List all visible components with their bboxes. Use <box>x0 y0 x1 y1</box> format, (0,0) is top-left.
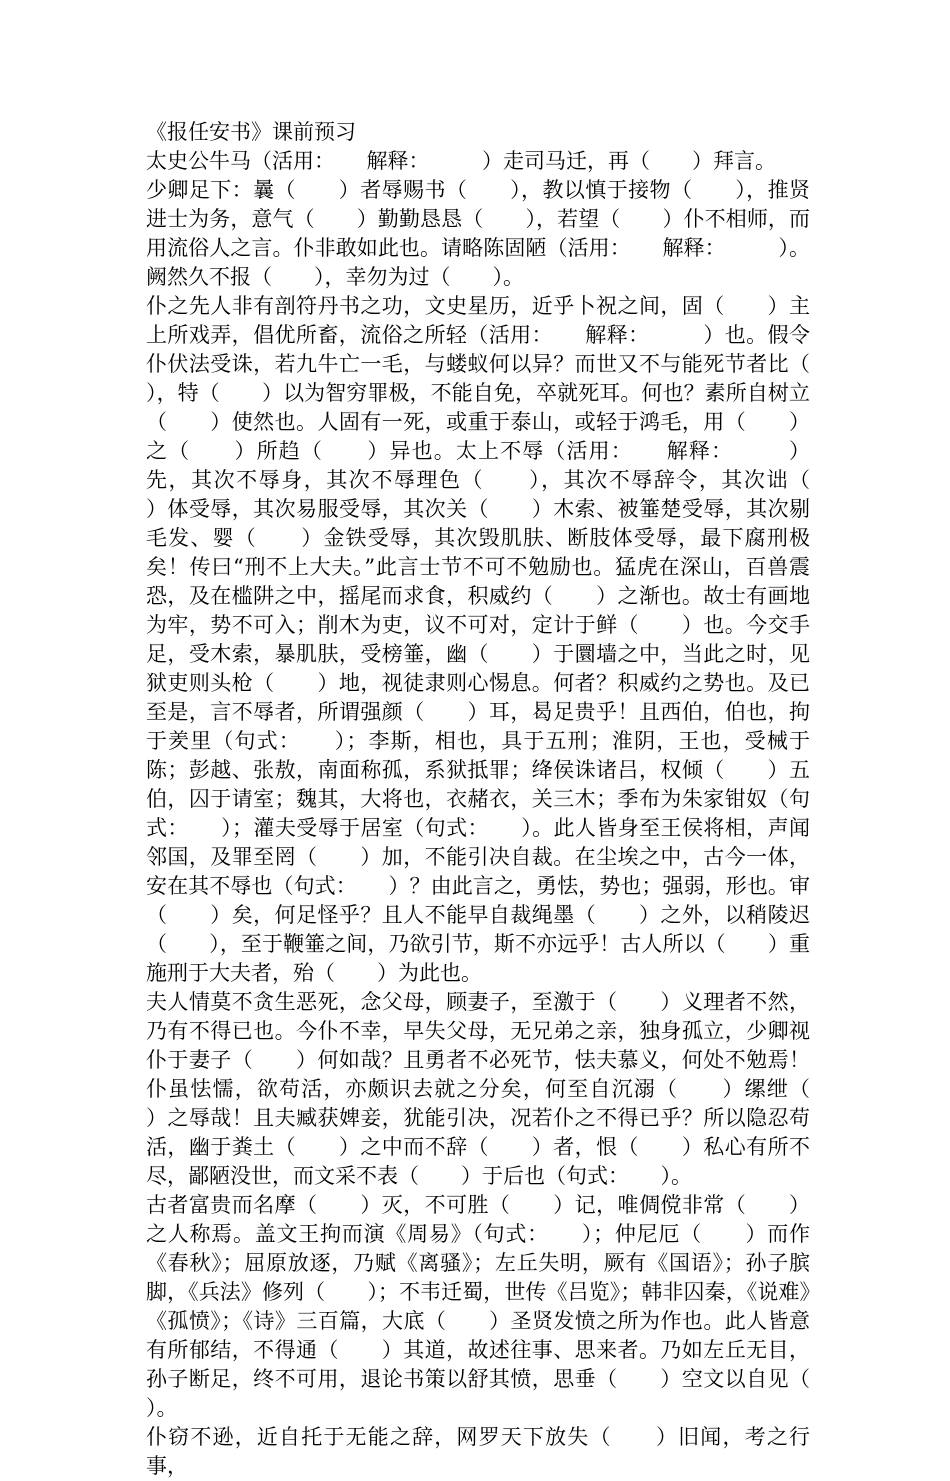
paragraph-2: 少卿足下：曩（ ）者辱赐书（ ），教以慎于接物（ ），推贤进士为务，意气（ ）勤勤恳恳（ ），若望（ ）仆不相师，而用流俗人之言。仆非敢如此也。请略陈固陋（活用： 解释： ）。阙然久不报（ ），幸勿为过（ ）。 <box>146 178 810 289</box>
document-body <box>146 118 852 1481</box>
paragraph-1: 太史公牛马（活用： 解释： ）走司马迁，再（ ）拜言。 <box>146 149 776 173</box>
paragraph-4: 夫人情莫不贪生恶死，念父母，顾妻子，至激于（ ）义理者不然，乃有不得已也。今仆不幸，早失父母，无兄弟之亲，独身孤立，少卿视仆于妻子（ ）何如哉？且勇者不必死节，怯夫慕义，何处不勉焉！仆虽怯懦，欲苟活，亦颇识去就之分矣，何至自沉溺（ ）缧绁（ ）之辱哉！且夫臧获婢妾，犹能引决，况若仆之不得已乎？所以隐忍苟活，幽于粪土（ ）之中而不辞（ ）者，恨（ ）私心有所不尽，鄙陋没世，而文采不表（ ）于后也（句式： ）。 <box>146 990 852 1188</box>
paragraph-3: 仆之先人非有剖符丹书之功，文史星历，近乎卜祝之间，固（ ）主上所戏弄，倡优所畜，流俗之所轻（活用： 解释： ）也。假令仆伏法受诛，若九牛亡一毛，与蝼蚁何以异？而世又不与能死节者比（ ），特（ ）以为智穷罪极，不能自免，卒就死耳。何也？素所自树立（ ）使然也。人固有一死，或重于泰山，或轻于鸿毛，用（ ）之（ ）所趋（ ）异也。太上不辱（活用： 解释： ）先，其次不辱身，其次不辱理色（ ），其次不辱辞令，其次诎（ ）体受辱，其次易服受辱，其次关（ ）木索、被箠楚受辱，其次剔毛发、婴（ ）金铁受辱，其次毁肌肤、断肢体受辱，最下腐刑极矣！传曰“刑不上大夫。”此言士节不可不勉励也。猛虎在深山，百兽震恐，及在槛阱之中，摇尾而求食，积威约（ ）之渐也。故士有画地为牢，势不可入；削木为吏，议不可对，定计于鲜（ ）也。今交手足，受木索，暴肌肤，受榜箠，幽（ ）于圜墙之中，当此之时，见狱吏则头枪（ ）地，视徒隶则心惕息。何者？积威约之势也。及已至是，言不辱者，所谓强颜（ ）耳，曷足贵乎！且西伯，伯也，拘于羑里（句式： ）；李斯，相也，具于五刑；淮阴，王也，受械于陈；彭越、张敖，南面称孤，系狱抵罪；绛侯诛诸吕，权倾（ ）五伯，囚于请室；魏其，大将也，衣赭衣，关三木；季布为朱家钳奴（句式： ）；灌夫受辱于居室（句式： ）。此人皆身至王侯将相，声闻邻国，及罪至罔（ ）加，不能引决自裁。在尘埃之中，古今一体，安在其不辱也（句式： ）？由此言之，勇怯，势也；强弱，形也。审（ ）矣，何足怪乎？且人不能早自裁绳墨（ ）之外，以稍陵迟（ ），至于鞭箠之间，乃欲引节，斯不亦远乎！古人所以（ ）重施刑于大夫者，殆（ ）为此也。 <box>146 294 852 985</box>
paragraph-6: 仆窃不逊，近自托于无能之辞，网罗天下放失（ ）旧闻，考之行事， <box>146 1425 810 1478</box>
document-title: 《报任安书》课前预习 <box>146 120 356 144</box>
paragraph-5: 古者富贵而名摩（ ）灭，不可胜（ ）记，唯倜傥非常（ ）之人称焉。盖文王拘而演《周易》（句式： ）；仲尼厄（ ）而作《春秋》；屈原放逐，乃赋《离骚》；左丘失明，厥有《国语》；孙子膑脚，《兵法》修列（ ）；不韦迁蜀，世传《吕览》；韩非囚秦，《说难》《孤愤》；《诗》三百篇，大底（ ）圣贤发愤之所为作也。此人皆意有所郁结，不得通（ ）其道，故述往事、思来者。乃如左丘无目，孙子断足，终不可用，退论书策以舒其愤，思垂（ ）空文以自见（ ）。 <box>146 1193 852 1420</box>
